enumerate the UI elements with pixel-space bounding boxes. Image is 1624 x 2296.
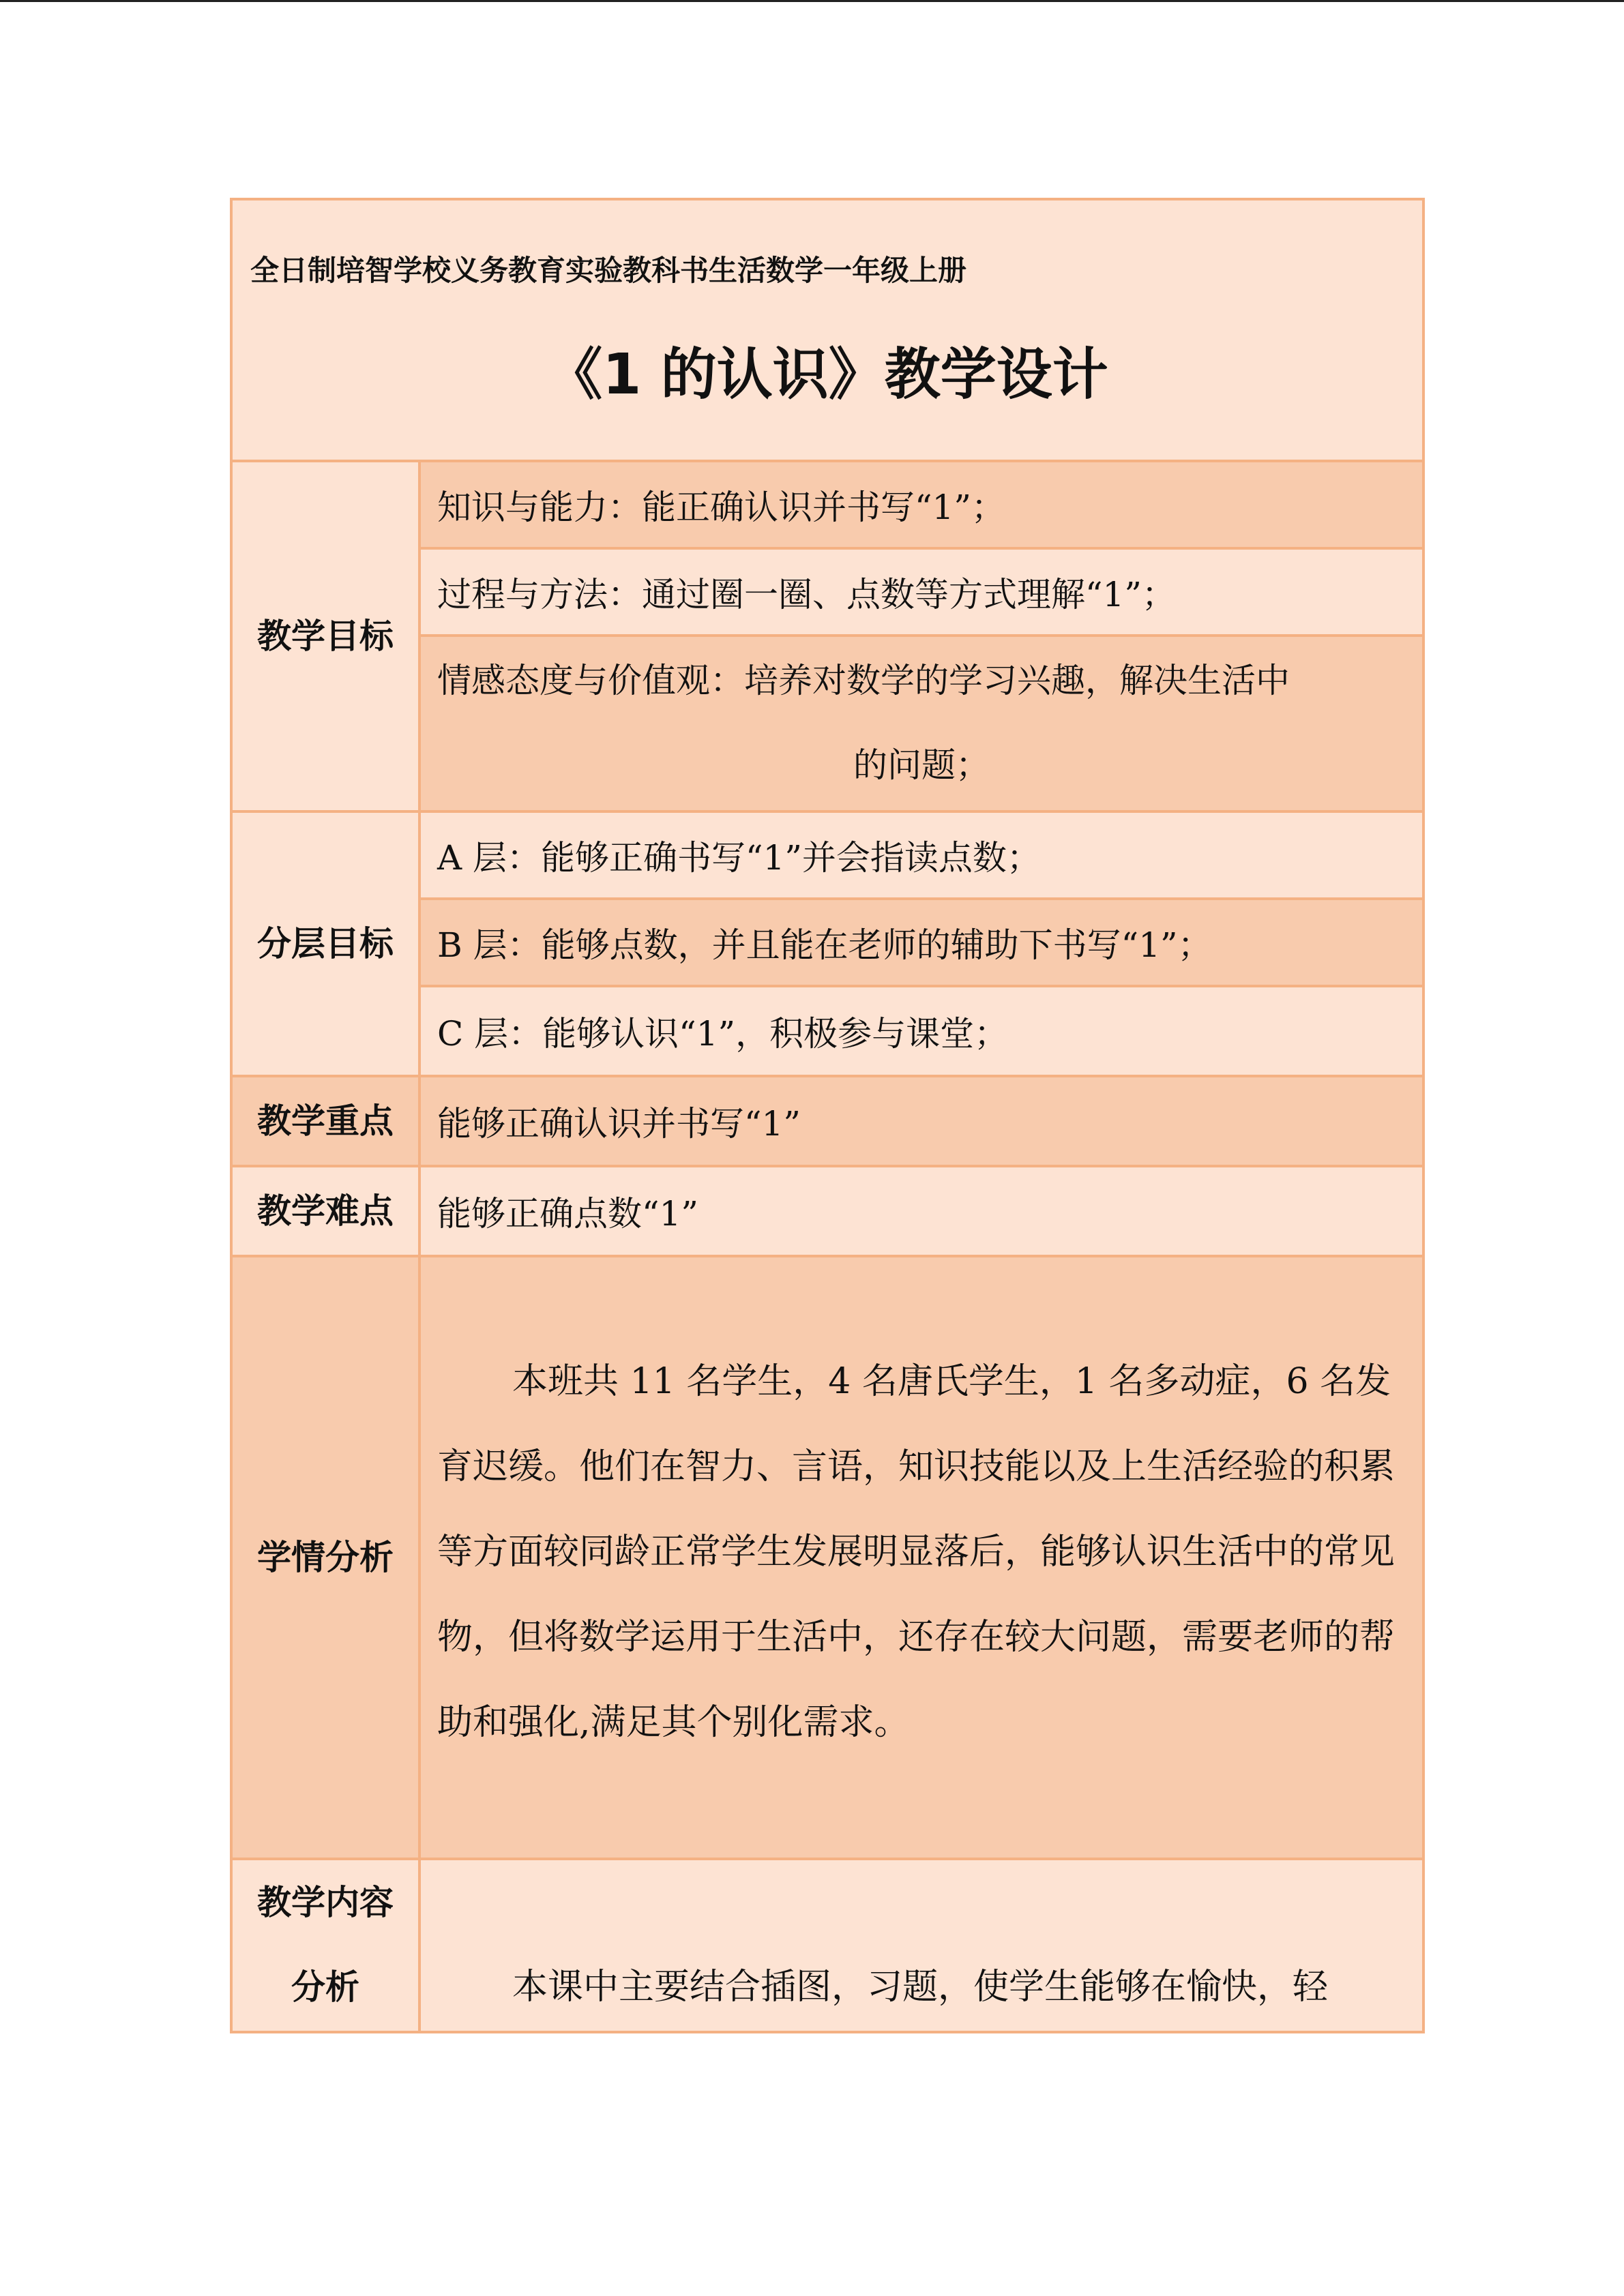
goal-emotion-line1: 情感态度与价值观：培养对数学的学习兴趣，解决生活中 (437, 661, 1290, 700)
document-title: 《1 的认识》教学设计 (546, 342, 1108, 407)
row-tiered-goals (233, 813, 1422, 1077)
difficulty-cells (421, 1167, 1422, 1255)
content-analysis-cells (421, 1860, 1422, 2031)
label-teaching-goals: 教学目标 (233, 462, 421, 810)
key-point-cells (421, 1077, 1422, 1165)
document-subtitle: 全日制培智学校义务教育实验教科书生活数学一年级上册 (250, 254, 967, 287)
label-content-analysis (233, 1860, 421, 2031)
student-analysis-cells (421, 1257, 1422, 1858)
row-student-analysis (233, 1257, 1422, 1860)
goal-knowledge: 知识与能力：能正确认识并书写“1”； (421, 462, 1422, 550)
row-key-point (233, 1077, 1422, 1167)
student-analysis-text: 本班共 11 名学生，4 名唐氏学生，1 名多动症，6 名发育迟缓。他们在智力、言语，知识技能以及上生活经验的积累等方面较同龄正常学生发展明显落后，能够认识生活中的常见物，但将数学运用于生活中，还存在较大问题，需要老师的帮助和强化,满足其个别化需求。 (437, 1361, 1396, 1743)
table-header (233, 200, 1422, 462)
level-a: A 层：能够正确书写“1”并会指读点数； (421, 813, 1422, 900)
lesson-plan-table (230, 198, 1425, 2033)
top-border-line (0, 0, 1624, 2)
row-content-analysis (233, 1860, 1422, 2031)
level-c: C 层：能够认识“1”，积极参与课堂； (421, 987, 1422, 1075)
row-teaching-goals (233, 462, 1422, 813)
teaching-goals-cells (421, 462, 1422, 810)
goal-emotion-line2: 的问题； (853, 745, 990, 785)
difficulty-text: 能够正确点数“1” (437, 1194, 698, 1234)
label-tiered-goals: 分层目标 (233, 813, 421, 1075)
key-point-text: 能够正确认识并书写“1” (437, 1104, 801, 1144)
level-b: B 层：能够点数，并且能在老师的辅助下书写“1”； (421, 900, 1422, 987)
row-difficulty (233, 1167, 1422, 1257)
label-difficulty: 教学难点 (233, 1167, 421, 1255)
goal-process: 过程与方法：通过圈一圈、点数等方式理解“1”； (421, 550, 1422, 637)
label-content-analysis-line1: 教学内容 (257, 1883, 394, 1922)
content-analysis-text: 本课中主要结合插图，习题，使学生能够在愉快，轻 (512, 1967, 1329, 2008)
tiered-goals-cells (421, 813, 1422, 1075)
goal-emotion (421, 637, 1422, 810)
label-content-analysis-line2: 分析 (291, 1967, 359, 2007)
label-key-point: 教学重点 (233, 1077, 421, 1165)
label-student-analysis: 学情分析 (233, 1257, 421, 1858)
